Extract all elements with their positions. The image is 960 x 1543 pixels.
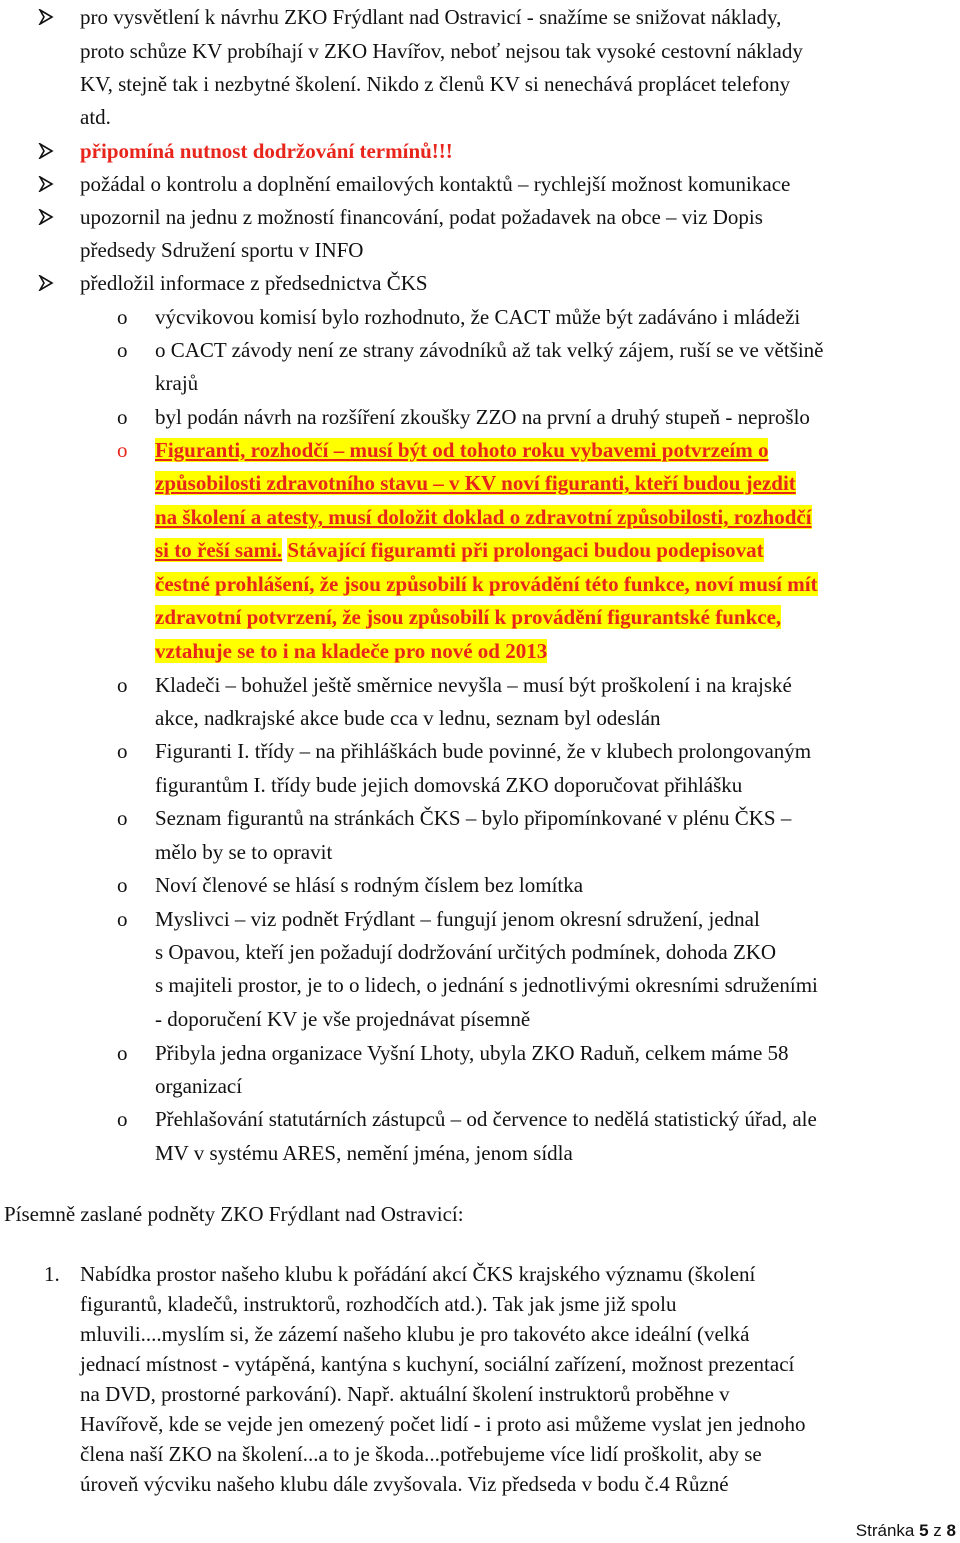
numbered-line: na DVD, prostorné parkování). Např. aktuální školení instruktorů proběhne v <box>80 1382 730 1406</box>
highlighted-line: na školení a atesty, musí doložit doklad o zdravotní způsobilosti, rozhodčí <box>155 505 812 529</box>
bullet-line: proto schůze KV probíhají v ZKO Havířov, neboť nejsou tak vysoké cestovní náklady <box>80 39 803 63</box>
subitem-line: Přibyla jedna organizace Vyšní Lhoty, ubyla ZKO Raduň, celkem máme 58 <box>155 1041 789 1065</box>
circle-bullet-icon: o <box>117 438 128 462</box>
numbered-line: figurantů, kladečů, instruktorů, rozhodčích atd.). Tak jak jsme již spolu <box>80 1292 677 1316</box>
bullet-line: atd. <box>80 105 111 129</box>
arrow-bullet-icon <box>38 2 54 32</box>
numbered-line: jednací místnost - vytápěná, kantýna s kuchyní, sociální zařízení, možnost prezentací <box>80 1352 795 1376</box>
subitem-line: Figuranti I. třídy – na přihláškách bude povinné, že v klubech prolongovaným <box>155 739 812 763</box>
bullet-line: předsedy Sdružení sportu v INFO <box>80 238 364 262</box>
highlighted-line: zdravotní potvrzení, že jsou způsobilí k provádění figurantské funkce, <box>155 605 782 629</box>
subitem-line: MV v systému ARES, nemění jména, jenom sídla <box>155 1141 573 1165</box>
footer-separator: z <box>933 1521 942 1540</box>
circle-bullet-icon: o <box>117 673 128 697</box>
subitem-line: byl podán návrh na rozšíření zkoušky ZZO na první a druhý stupeň - neprošlo <box>155 405 810 429</box>
subitem-line: s Opavou, kteří jen požadují dodržování určitých podmínek, dohoda ZKO <box>155 940 777 964</box>
footer-total-pages: 8 <box>946 1521 956 1540</box>
subitem-line: mělo by se to opravit <box>155 840 333 864</box>
subitem-line: akce, nadkrajské akce bude cca v lednu, seznam byl odeslán <box>155 706 661 730</box>
subitem-line: Přehlašování statutárních zástupců – od července to nedělá statistický úřad, ale <box>155 1107 817 1131</box>
subitem-line: s majiteli prostor, je to o lidech, o jednání s jednotlivými okresními sdruženími <box>155 973 818 997</box>
arrow-bullet-icon <box>38 202 54 232</box>
footer-prefix: Stránka <box>855 1521 915 1540</box>
section-heading: Písemně zaslané podněty ZKO Frýdlant nad Ostravicí: <box>4 1202 464 1226</box>
subitem-line: výcvikovou komisí bylo rozhodnuto, že CACT může být zadáváno i mládeži <box>155 305 801 329</box>
numbered-line: člena naší ZKO na školení...a to je škoda...potřebujeme více lidí proškolit, aby se <box>80 1442 762 1466</box>
subitem-line: - doporučení KV je vše projednávat písemně <box>155 1007 531 1031</box>
numbered-line: Nabídka prostor našeho klubu k pořádání akcí ČKS krajského významu (školení <box>80 1262 756 1286</box>
subitem-line: Kladeči – bohužel ještě směrnice nevyšla – musí být proškolení i na krajské <box>155 673 792 697</box>
circle-bullet-icon: o <box>117 873 128 897</box>
arrow-bullet-icon <box>38 136 54 166</box>
circle-bullet-icon: o <box>117 739 128 763</box>
highlighted-line: Figuranti, rozhodčí – musí být od tohoto roku vybavemi potvrzeím o <box>155 438 769 462</box>
highlighted-line: způsobilosti zdravotního stavu – v KV noví figuranti, kteří budou jezdit <box>155 471 796 495</box>
circle-bullet-icon: o <box>117 1107 128 1131</box>
bullet-line: předložil informace z předsednictva ČKS <box>80 271 428 295</box>
bullet-line: KV, stejně tak i nezbytné školení. Nikdo z členů KV si nenechává proplácet telefony <box>80 72 791 96</box>
subitem-line: Seznam figurantů na stránkách ČKS – bylo připomínkované v plénu ČKS – <box>155 806 792 830</box>
subitem-line: organizací <box>155 1074 243 1098</box>
highlighted-line: čestné prohlášení, že jsou způsobilí k provádění této funkce, noví musí mít <box>155 572 818 596</box>
subitem-line: krajů <box>155 371 199 395</box>
circle-bullet-icon: o <box>117 1041 128 1065</box>
numbered-line: úroveň výcviku našeho klubu dále zvyšovala. Viz předseda v bodu č.4 Různé <box>80 1472 729 1496</box>
circle-bullet-icon: o <box>117 405 128 429</box>
highlighted-line: Stávající figuramti při prolongaci budou podepisovat <box>287 538 764 562</box>
bullet-line: pro vysvětlení k návrhu ZKO Frýdlant nad Ostravicí - snažíme se snižovat náklady, <box>80 5 782 29</box>
deadline-reminder: připomíná nutnost dodržování termínů!!! <box>80 139 453 163</box>
subitem-line: Noví členové se hlásí s rodným číslem bez lomítka <box>155 873 584 897</box>
highlighted-line: si to řeší sami. <box>155 538 283 562</box>
circle-bullet-icon: o <box>117 305 128 329</box>
highlighted-line: vztahuje se to i na kladeče pro nové od 2013 <box>155 639 548 663</box>
subitem-line: figurantům I. třídy bude jejich domovská ZKO doporučovat přihlášku <box>155 773 743 797</box>
circle-bullet-icon: o <box>117 907 128 931</box>
list-number: 1. <box>44 1262 60 1286</box>
bullet-line: upozornil na jednu z možností financování, podat požadavek na obce – viz Dopis <box>80 205 763 229</box>
arrow-bullet-icon <box>38 268 54 298</box>
circle-bullet-icon: o <box>117 806 128 830</box>
page-footer <box>856 1520 956 1542</box>
arrow-bullet-icon <box>38 169 54 199</box>
bullet-line: požádal o kontrolu a doplnění emailových kontaktů – rychlejší možnost komunikace <box>80 172 791 196</box>
circle-bullet-icon: o <box>117 338 128 362</box>
numbered-line: mluvili....myslím si, že zázemí našeho klubu je pro takovéto akce ideální (velká <box>80 1322 750 1346</box>
footer-page-number: 5 <box>919 1521 929 1540</box>
subitem-line: Myslivci – viz podnět Frýdlant – fungují jenom okresní sdružení, jednal <box>155 907 760 931</box>
subitem-line: o CACT závody není ze strany závodníků až tak velký zájem, ruší se ve většině <box>155 338 824 362</box>
numbered-line: Havířově, kde se vejde jen omezený počet lidí - i proto asi můžeme vyslat jen jednoho <box>80 1412 806 1436</box>
